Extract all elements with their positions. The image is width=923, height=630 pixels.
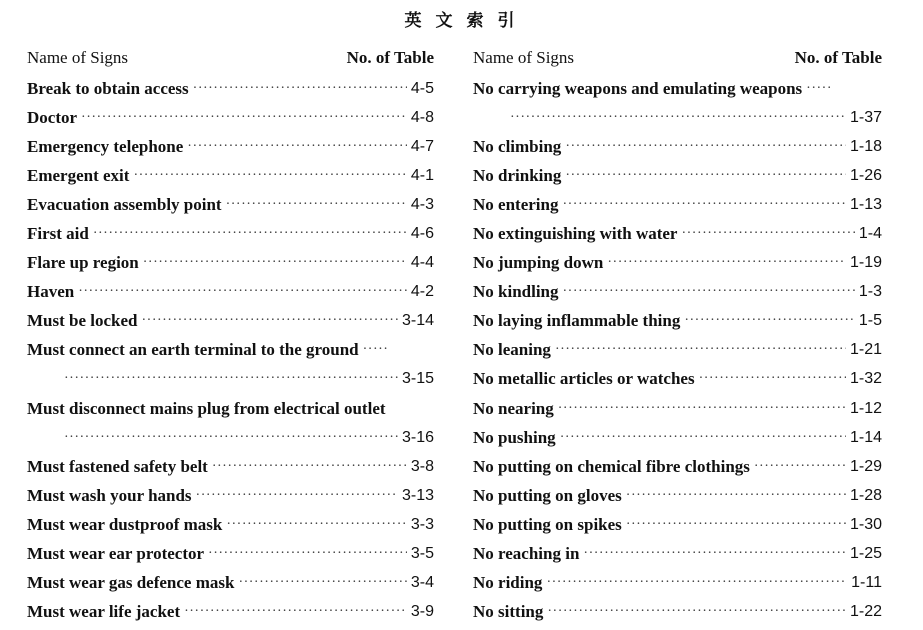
entry-table-number: 4-3 <box>410 195 434 213</box>
entry-table-number: 4-7 <box>410 137 434 155</box>
dot-leader <box>184 604 407 620</box>
dot-leader <box>64 371 398 387</box>
entry-name: No jumping down <box>473 253 604 273</box>
entry-table-number: 1-32 <box>849 370 882 388</box>
index-entry <box>27 569 434 598</box>
index-entry <box>473 219 882 248</box>
index-entry <box>473 510 882 539</box>
index-entry <box>473 307 882 336</box>
entry-table-number: 1-14 <box>849 428 882 446</box>
entry-name: No putting on gloves <box>473 485 622 505</box>
dot-leader <box>699 371 846 387</box>
dot-leader <box>193 81 407 97</box>
entry-name: No riding <box>473 573 543 593</box>
dot-leader <box>583 546 846 562</box>
dot-leader <box>806 81 832 97</box>
dot-leader <box>562 197 846 213</box>
index-entry <box>473 365 882 394</box>
index-entry <box>473 481 882 510</box>
entry-name: First aid <box>27 224 89 244</box>
right-header <box>473 48 882 74</box>
index-entry <box>27 481 434 510</box>
right-entries <box>473 74 882 627</box>
dot-leader <box>510 110 846 126</box>
dot-leader <box>238 575 406 591</box>
entry-name: No leaning <box>473 340 551 360</box>
entry-table-number: 1-18 <box>849 137 882 155</box>
left-header-name: Name of Signs <box>27 48 129 67</box>
dot-leader <box>626 517 846 533</box>
index-entry <box>473 278 882 307</box>
entry-table-number: 3-13 <box>401 486 434 504</box>
entry-name: No entering <box>473 194 559 214</box>
entry-table-number: 1-28 <box>849 486 882 504</box>
index-entry-continuation <box>27 423 434 452</box>
left-header <box>27 48 434 74</box>
index-entry <box>27 510 434 539</box>
entry-name: Must disconnect mains plug from electrical outlet <box>27 398 386 418</box>
dot-leader <box>558 401 846 417</box>
dot-leader <box>93 226 407 242</box>
entry-table-number: 3-15 <box>401 370 434 388</box>
index-entry <box>473 132 882 161</box>
index-entry <box>27 540 434 569</box>
entry-name: No extinguishing with water <box>473 224 678 244</box>
dot-leader <box>547 604 846 620</box>
entry-name: Must wash your hands <box>27 485 192 505</box>
index-entry <box>473 394 882 423</box>
index-entry <box>27 190 434 219</box>
entry-table-number: 3-16 <box>401 428 434 446</box>
index-entry <box>27 132 434 161</box>
index-entry-continuation <box>27 365 434 394</box>
entry-table-number: 1-22 <box>849 603 882 621</box>
index-entry <box>473 74 882 103</box>
index-entry <box>473 249 882 278</box>
entry-name: Haven <box>27 282 75 302</box>
index-entry <box>473 452 882 481</box>
entry-name: Must fastened safety belt <box>27 456 208 476</box>
entry-table-number: 4-5 <box>410 79 434 97</box>
entry-table-number: 1-3 <box>858 283 882 301</box>
entry-name: Flare up region <box>27 253 139 273</box>
entry-name: Must connect an earth terminal to the ground <box>27 340 359 360</box>
dot-leader <box>563 284 855 300</box>
entry-table-number: 3-14 <box>401 312 434 330</box>
dot-leader <box>142 313 398 329</box>
dot-leader <box>212 459 407 475</box>
dot-leader <box>565 168 846 184</box>
index-entry <box>27 278 434 307</box>
entry-name: No pushing <box>473 427 556 447</box>
dot-leader <box>607 255 846 271</box>
index-entry <box>27 161 434 190</box>
entry-table-number: 3-4 <box>410 574 434 592</box>
dot-leader <box>208 546 407 562</box>
entry-table-number: 3-9 <box>410 603 434 621</box>
dot-leader <box>81 110 407 126</box>
dot-leader <box>133 168 406 184</box>
entry-table-number: 1-4 <box>858 225 882 243</box>
index-entry <box>473 540 882 569</box>
entry-table-number: 4-6 <box>410 225 434 243</box>
entry-table-number: 1-30 <box>849 515 882 533</box>
entry-name: No sitting <box>473 602 544 622</box>
index-entry <box>27 452 434 481</box>
entry-name: No nearing <box>473 398 554 418</box>
entry-table-number: 4-2 <box>410 283 434 301</box>
entry-name: No drinking <box>473 165 562 185</box>
dot-leader <box>78 284 407 300</box>
entry-name: Evacuation assembly point <box>27 194 222 214</box>
entry-name: Must wear life jacket <box>27 602 181 622</box>
dot-leader <box>226 197 407 213</box>
entry-table-number: 1-19 <box>849 254 882 272</box>
index-entry <box>473 336 882 365</box>
entry-table-number: 3-8 <box>410 457 434 475</box>
index-entry <box>473 161 882 190</box>
dot-leader <box>754 459 846 475</box>
entry-table-number: 3-3 <box>410 515 434 533</box>
index-entry <box>27 598 434 627</box>
dot-leader <box>565 139 846 155</box>
left-entries <box>27 74 434 627</box>
entry-name: No climbing <box>473 136 562 156</box>
index-entry <box>27 307 434 336</box>
index-entry <box>473 190 882 219</box>
left-column <box>27 48 434 627</box>
index-entry <box>27 249 434 278</box>
dot-leader <box>143 255 407 271</box>
index-entry <box>27 219 434 248</box>
dot-leader <box>546 575 847 591</box>
entry-table-number: 1-29 <box>849 457 882 475</box>
entry-name: No kindling <box>473 282 559 302</box>
entry-name: Must be locked <box>27 311 138 331</box>
dot-leader <box>681 226 854 242</box>
entry-name: No laying inflammable thing <box>473 311 681 331</box>
index-entry-continuation <box>473 103 882 132</box>
entry-table-number: 1-25 <box>849 545 882 563</box>
right-header-name: Name of Signs <box>473 48 575 67</box>
entry-table-number: 4-8 <box>410 108 434 126</box>
dot-leader <box>226 517 407 533</box>
entry-name: Emergent exit <box>27 165 130 185</box>
entry-name: Doctor <box>27 107 78 127</box>
dot-leader <box>363 342 389 358</box>
entry-name: No carrying weapons and emulating weapons <box>473 78 803 98</box>
entry-name: No metallic articles or watches <box>473 369 695 389</box>
dot-leader <box>684 313 855 329</box>
entry-table-number: 1-12 <box>849 399 882 417</box>
entry-table-number: 3-5 <box>410 545 434 563</box>
left-header-table: No. of Table <box>346 48 434 67</box>
entry-name: Must wear ear protector <box>27 544 205 564</box>
entry-name: Must wear gas defence mask <box>27 573 235 593</box>
entry-name: No putting on chemical fibre clothings <box>473 456 750 476</box>
entry-name: Break to obtain access <box>27 78 189 98</box>
entry-table-number: 1-21 <box>849 341 882 359</box>
index-entry <box>473 598 882 627</box>
dot-leader <box>64 430 398 446</box>
entry-name: Emergency telephone <box>27 136 184 156</box>
right-header-table: No. of Table <box>794 48 882 67</box>
dot-leader <box>555 342 846 358</box>
dot-leader <box>196 488 398 504</box>
index-entry <box>27 336 434 365</box>
entry-table-number: 1-11 <box>851 574 882 592</box>
entry-table-number: 1-5 <box>858 312 882 330</box>
index-entry <box>473 423 882 452</box>
entry-table-number: 1-37 <box>849 108 882 126</box>
entry-name: No reaching in <box>473 544 580 564</box>
index-entry <box>473 569 882 598</box>
dot-leader <box>626 488 846 504</box>
dot-leader <box>187 139 407 155</box>
entry-name: No putting on spikes <box>473 514 622 534</box>
right-column <box>473 48 882 627</box>
index-entry <box>27 74 434 103</box>
index-entry <box>27 103 434 132</box>
index-entry <box>27 394 434 423</box>
entry-name: Must wear dustproof mask <box>27 514 223 534</box>
entry-table-number: 1-13 <box>849 195 882 213</box>
entry-table-number: 1-26 <box>849 166 882 184</box>
entry-table-number: 4-4 <box>410 254 434 272</box>
entry-table-number: 4-1 <box>410 166 434 184</box>
page-title: 英文索引 <box>404 11 529 31</box>
dot-leader <box>560 430 846 446</box>
